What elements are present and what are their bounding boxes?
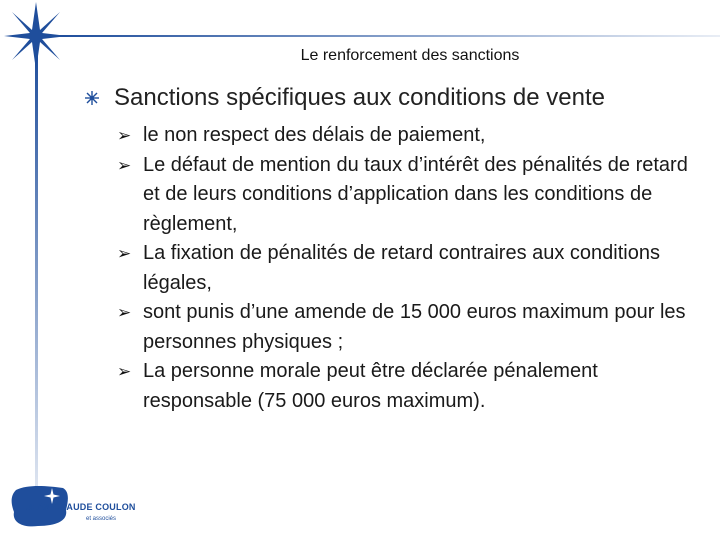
list-item-text: La personne morale peut être déclarée pénalement responsable (75 000 euros maximum). [143,360,598,412]
arrow-bullet-icon: ➢ [117,362,132,381]
slide-title: Le renforcement des sanctions [300,47,520,64]
vertical-rule [35,48,38,488]
arrow-bullet-icon: ➢ [117,244,132,263]
star-bullet-icon [84,90,100,106]
list-item-text: La fixation de pénalités de retard contraires aux conditions légales, [143,242,660,294]
list-item [117,298,707,357]
logo-subtext: et associés [86,516,117,522]
arrow-bullet-icon: ➢ [117,303,132,322]
list-item-text: Le défaut de mention du taux d’intérêt des pénalités de retard et de leurs conditions d’application dans les conditions de règlement, [143,153,688,235]
arrow-bullet-icon: ➢ [117,155,132,175]
list-item [117,239,707,298]
section-heading: Sanctions spécifiques aux conditions de vente [114,84,605,111]
list-item [117,151,707,240]
logo-text: JEAN-CLAUDE COULON [26,502,136,512]
list-item [117,121,707,151]
list-item [117,357,707,416]
list-item-text: sont punis d’une amende de 15 000 euros maximum pour les personnes physiques ; [143,301,686,353]
arrow-bullet-icon: ➢ [117,126,132,145]
bullet-list [117,121,707,416]
logo-star-icon [4,2,68,70]
section-heading-row [84,84,605,112]
list-item-text: le non respect des délais de paiement, [143,124,486,146]
horizontal-rule [58,35,720,37]
